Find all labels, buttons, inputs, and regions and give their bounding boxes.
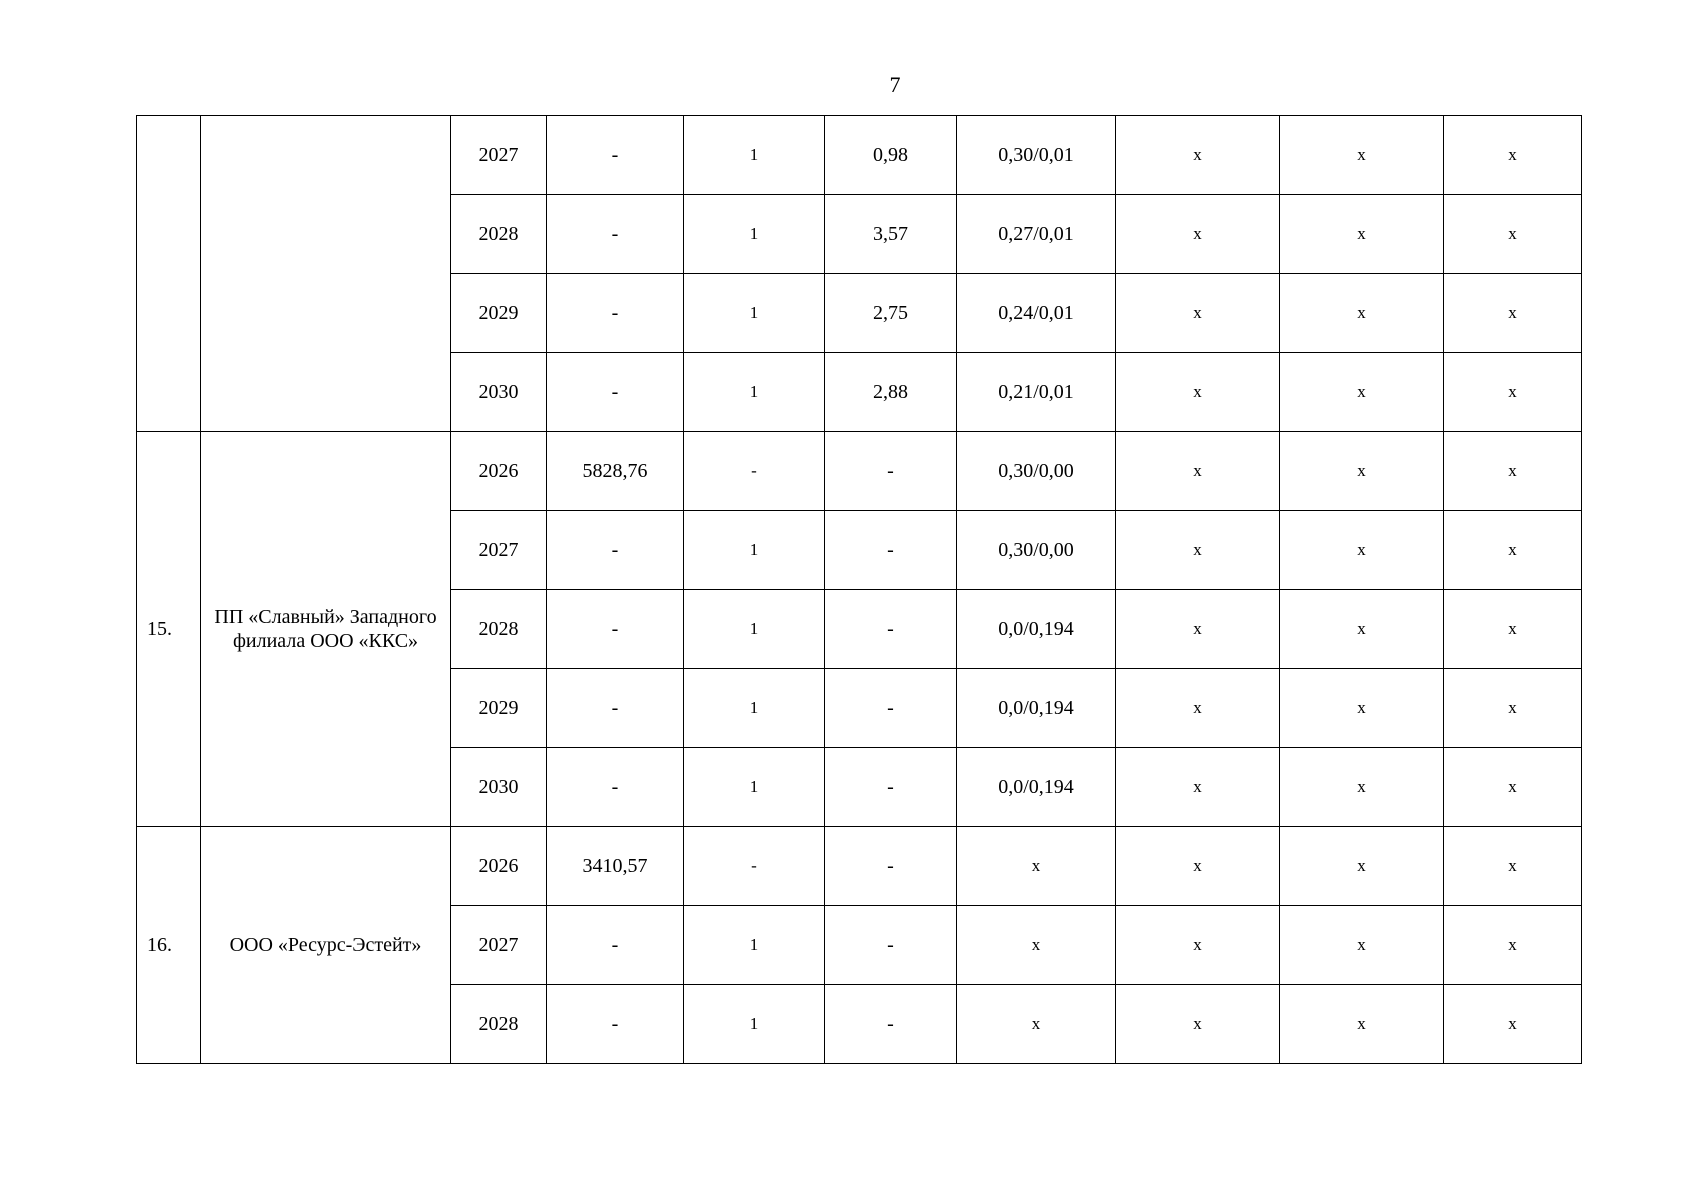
mark-cell: х bbox=[1116, 906, 1280, 985]
amount-cell: - bbox=[825, 669, 957, 748]
mark-cell: х bbox=[1444, 274, 1582, 353]
value-cell: - bbox=[547, 669, 684, 748]
mark-cell: х bbox=[1280, 985, 1444, 1064]
ratio-cell: 0,30/0,00 bbox=[957, 511, 1116, 590]
mark-cell: х bbox=[1280, 748, 1444, 827]
year-cell: 2027 bbox=[451, 511, 547, 590]
ratio-cell: 0,30/0,01 bbox=[957, 116, 1116, 195]
mark-cell: х bbox=[1444, 906, 1582, 985]
amount-cell: 2,88 bbox=[825, 353, 957, 432]
table-body bbox=[137, 116, 1582, 1064]
value-cell: - bbox=[547, 116, 684, 195]
year-cell: 2030 bbox=[451, 353, 547, 432]
mark-cell: х bbox=[1116, 590, 1280, 669]
count-cell: 1 bbox=[684, 353, 825, 432]
value-cell: 5828,76 bbox=[547, 432, 684, 511]
mark-cell: х bbox=[1444, 669, 1582, 748]
table-row bbox=[137, 827, 1582, 906]
year-cell: 2027 bbox=[451, 116, 547, 195]
amount-cell: - bbox=[825, 590, 957, 669]
mark-cell: х bbox=[1280, 669, 1444, 748]
organization-name-cell: ООО «Ресурс-Эстейт» bbox=[201, 827, 451, 1064]
page-number: 7 bbox=[889, 72, 901, 97]
ratio-cell: 0,21/0,01 bbox=[957, 353, 1116, 432]
mark-cell: х bbox=[1116, 274, 1280, 353]
mark-cell: х bbox=[1116, 827, 1280, 906]
ratio-cell: 0,0/0,194 bbox=[957, 748, 1116, 827]
mark-cell: х bbox=[1280, 511, 1444, 590]
mark-cell: х bbox=[1444, 432, 1582, 511]
row-number-cell bbox=[137, 116, 201, 432]
amount-cell: 3,57 bbox=[825, 195, 957, 274]
mark-cell: х bbox=[1116, 748, 1280, 827]
mark-cell: х bbox=[1116, 511, 1280, 590]
value-cell: - bbox=[547, 906, 684, 985]
amount-cell: - bbox=[825, 906, 957, 985]
mark-cell: х bbox=[1444, 511, 1582, 590]
amount-cell: - bbox=[825, 985, 957, 1064]
value-cell: - bbox=[547, 985, 684, 1064]
organization-name-cell bbox=[201, 116, 451, 432]
mark-cell: х bbox=[1116, 353, 1280, 432]
ratio-cell: 0,27/0,01 bbox=[957, 195, 1116, 274]
year-cell: 2029 bbox=[451, 669, 547, 748]
mark-cell: х bbox=[1444, 827, 1582, 906]
mark-cell: х bbox=[1116, 669, 1280, 748]
count-cell: 1 bbox=[684, 511, 825, 590]
value-cell: - bbox=[547, 590, 684, 669]
mark-cell: х bbox=[1444, 116, 1582, 195]
count-cell: 1 bbox=[684, 590, 825, 669]
mark-cell: х bbox=[1444, 195, 1582, 274]
count-cell: 1 bbox=[684, 906, 825, 985]
table-row bbox=[137, 116, 1582, 195]
amount-cell: - bbox=[825, 827, 957, 906]
mark-cell: х bbox=[1116, 432, 1280, 511]
mark-cell: х bbox=[1116, 195, 1280, 274]
amount-cell: 2,75 bbox=[825, 274, 957, 353]
amount-cell: - bbox=[825, 432, 957, 511]
mark-cell: х bbox=[1444, 590, 1582, 669]
year-cell: 2029 bbox=[451, 274, 547, 353]
row-number-cell: 15. bbox=[137, 432, 201, 827]
amount-cell: - bbox=[825, 511, 957, 590]
value-cell: - bbox=[547, 195, 684, 274]
count-cell: 1 bbox=[684, 195, 825, 274]
value-cell: - bbox=[547, 353, 684, 432]
ratio-cell: х bbox=[957, 985, 1116, 1064]
value-cell: - bbox=[547, 274, 684, 353]
table-row bbox=[137, 432, 1582, 511]
mark-cell: х bbox=[1444, 985, 1582, 1064]
count-cell: - bbox=[684, 827, 825, 906]
mark-cell: х bbox=[1280, 274, 1444, 353]
mark-cell: х bbox=[1444, 748, 1582, 827]
ratio-cell: х bbox=[957, 827, 1116, 906]
value-cell: - bbox=[547, 511, 684, 590]
mark-cell: х bbox=[1280, 906, 1444, 985]
mark-cell: х bbox=[1116, 985, 1280, 1064]
year-cell: 2026 bbox=[451, 432, 547, 511]
mark-cell: х bbox=[1280, 195, 1444, 274]
mark-cell: х bbox=[1116, 116, 1280, 195]
count-cell: 1 bbox=[684, 748, 825, 827]
year-cell: 2027 bbox=[451, 906, 547, 985]
count-cell: 1 bbox=[684, 985, 825, 1064]
row-number-cell: 16. bbox=[137, 827, 201, 1064]
ratio-cell: 0,24/0,01 bbox=[957, 274, 1116, 353]
mark-cell: х bbox=[1280, 116, 1444, 195]
mark-cell: х bbox=[1280, 590, 1444, 669]
count-cell: - bbox=[684, 432, 825, 511]
count-cell: 1 bbox=[684, 669, 825, 748]
year-cell: 2028 bbox=[451, 590, 547, 669]
amount-cell: - bbox=[825, 748, 957, 827]
mark-cell: х bbox=[1280, 827, 1444, 906]
ratio-cell: 0,30/0,00 bbox=[957, 432, 1116, 511]
year-cell: 2028 bbox=[451, 195, 547, 274]
ratio-cell: х bbox=[957, 906, 1116, 985]
year-cell: 2030 bbox=[451, 748, 547, 827]
amount-cell: 0,98 bbox=[825, 116, 957, 195]
mark-cell: х bbox=[1280, 353, 1444, 432]
count-cell: 1 bbox=[684, 116, 825, 195]
ratio-cell: 0,0/0,194 bbox=[957, 669, 1116, 748]
mark-cell: х bbox=[1444, 353, 1582, 432]
ratio-cell: 0,0/0,194 bbox=[957, 590, 1116, 669]
value-cell: 3410,57 bbox=[547, 827, 684, 906]
year-cell: 2026 bbox=[451, 827, 547, 906]
organization-name-cell: ПП «Славный» Западного филиала ООО «ККС» bbox=[201, 432, 451, 827]
count-cell: 1 bbox=[684, 274, 825, 353]
data-table bbox=[136, 115, 1582, 1064]
value-cell: - bbox=[547, 748, 684, 827]
year-cell: 2028 bbox=[451, 985, 547, 1064]
mark-cell: х bbox=[1280, 432, 1444, 511]
